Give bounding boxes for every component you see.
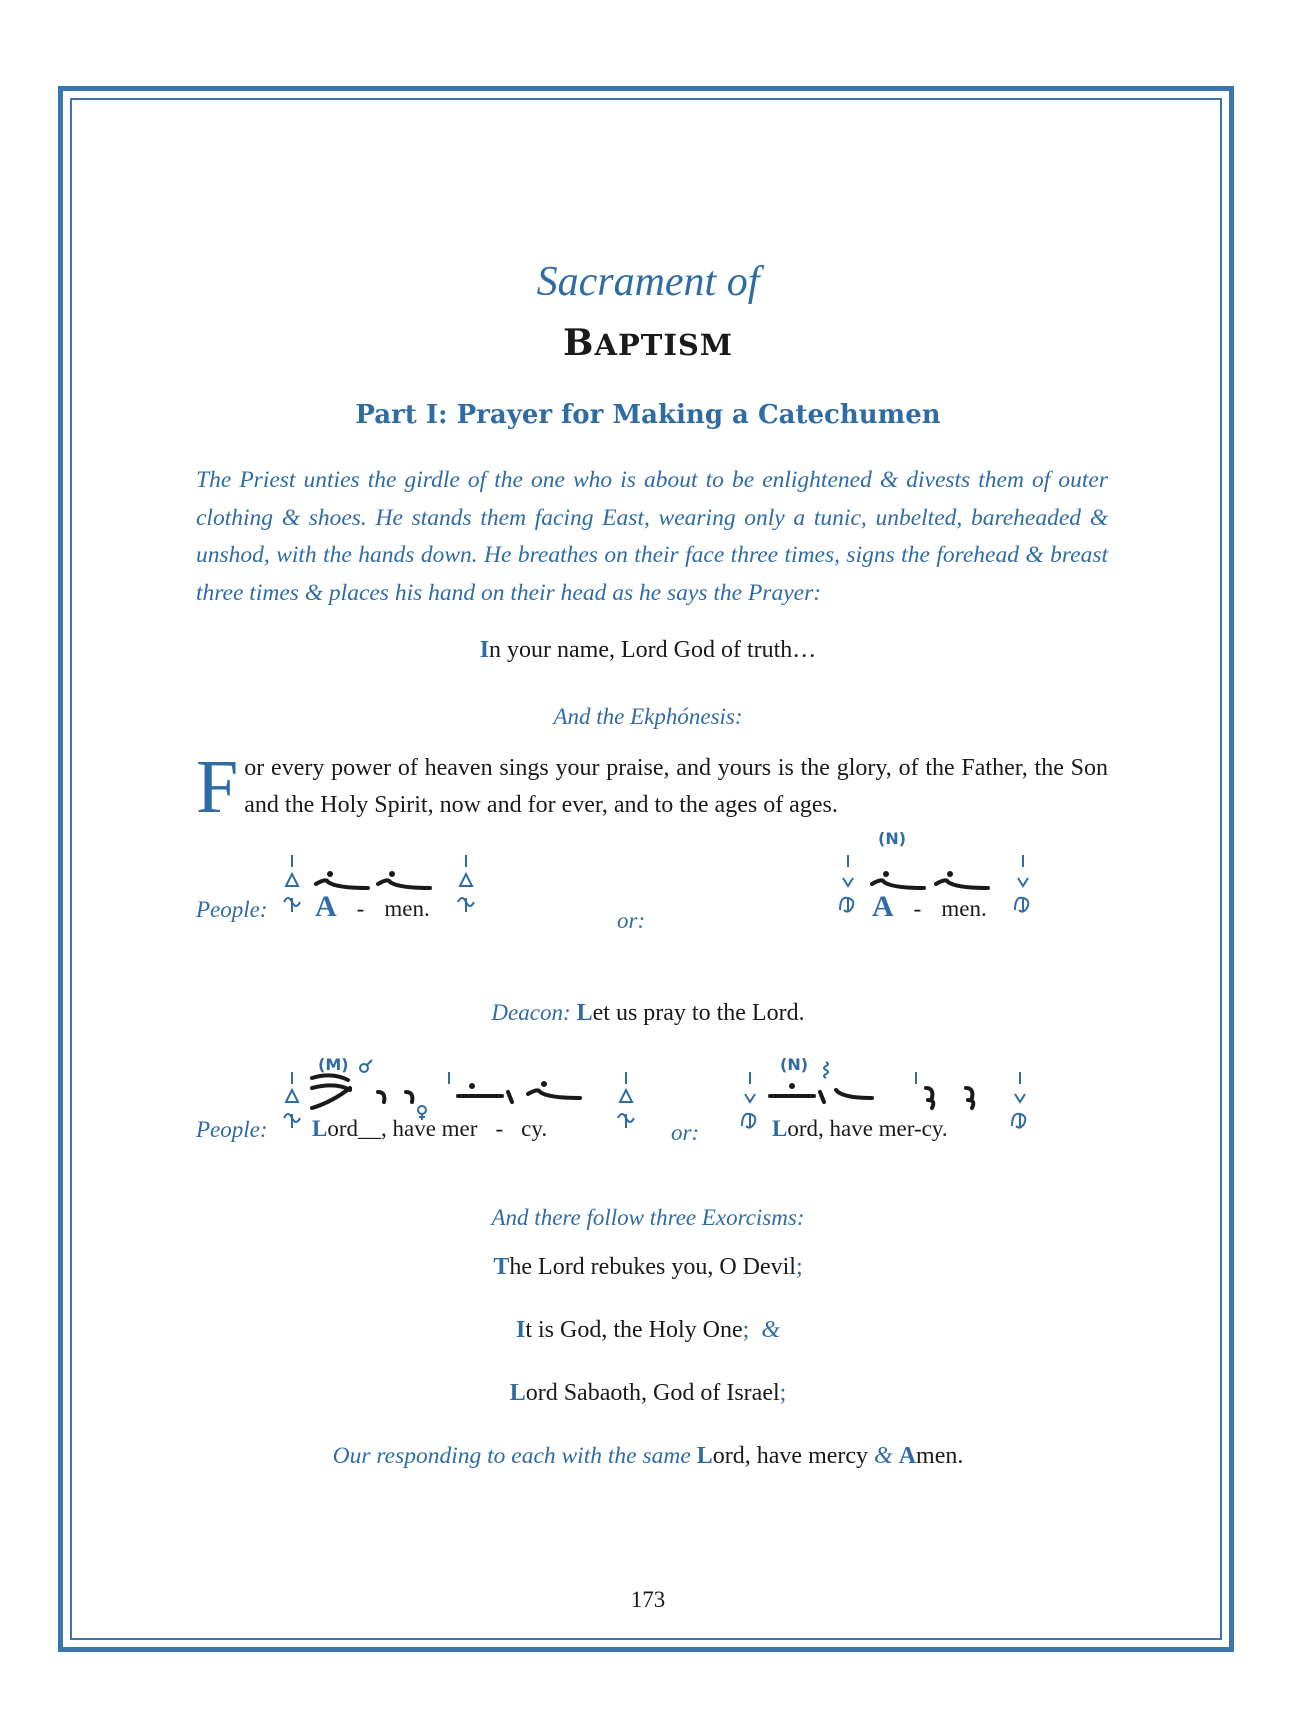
mercy-neumes-2 [740,1060,1040,1160]
exorcism-line-1 [0,1254,1296,1281]
amen-men-1: men. [384,896,430,921]
mode-mark-n-2: (N) [780,1055,809,1074]
exorcism-punct-1: ; [795,1254,803,1280]
mercy-initial-1: L [312,1116,328,1141]
mode-mark-n-1: (N) [878,829,907,848]
or-label-1: or: [617,908,646,933]
amen-men-2: men. [941,896,987,921]
deacon-line [0,1000,1296,1027]
mercy-text-2 [772,1116,948,1142]
page-number: 173 [630,1587,666,1612]
ekphonesis-text: or every power of heaven sings your praise, and yours is the glory, of the Father, the Son and the Holy Spirit, now and for ever, and to the ages of ages. [244,755,1108,818]
mercy-words-1: ord__, have mer [327,1116,478,1141]
people-label-1: People: [196,897,268,922]
mercy-dash-1: - [495,1116,504,1141]
amen-a-2: A [872,890,894,923]
ekphonesis-rubric: And the Ekphónesis: [553,704,743,729]
exorcisms-rubric: And there follow three Exorcisms: [491,1205,805,1230]
rubric-intro: The Priest unties the girdle of the one who is about to be enlightened & divests them of outer clothing & shoes. He stands them facing East, wearing only a tunic, unbelted, bareheaded & unshod, with the hands down. He breathes on their face three times, signs the forehead & breast three times & places his hand on their head as he says the Prayer: [196,467,1108,606]
exorcism-amp-2: & [761,1317,780,1343]
mercy-initial-2: L [772,1116,788,1141]
mercy-end-1: cy. [521,1116,548,1141]
amen-a-1: A [315,890,337,923]
prayer-initial: I [479,637,490,663]
prayer-text: n your name, Lord God of truth… [489,637,817,663]
title-italic: Sacrament of [536,259,760,305]
closing-rubric: Our responding to each with the same [332,1443,691,1469]
exorcism-initial-3: L [509,1380,526,1406]
prayer-line [0,637,1296,664]
exorcism-line-2 [0,1317,1296,1344]
title-initial: B [563,322,595,364]
closing-line [0,1443,1296,1470]
exorcism-text-3: ord Sabaoth, God of Israel [525,1380,780,1406]
exorcism-text-1: he Lord rebukes you, O Devil [509,1254,796,1280]
exorcism-punct-3: ; [779,1380,787,1406]
mercy-text-1 [312,1116,547,1142]
mercy-neumes-1 [282,1060,642,1160]
or-label-2: or: [671,1120,700,1145]
exorcism-initial-1: T [493,1254,510,1280]
dropcap: F [196,745,239,829]
closing-amen: men. [916,1443,964,1469]
closing-amp: & [874,1443,893,1469]
deacon-text: et us pray to the Lord. [592,1000,805,1026]
amen-dash-2: - [913,896,922,921]
exorcism-line-3 [0,1380,1296,1407]
title-rest: APTISM [594,328,733,362]
people-label-2: People: [196,1117,268,1142]
closing-mercy: ord, have mercy [712,1443,869,1469]
closing-l-initial: L [696,1443,713,1469]
part-heading: Part I: Prayer for Making a Catechumen [355,400,941,430]
exorcism-punct-2: ; [742,1317,750,1343]
closing-a-initial: A [898,1443,917,1469]
amen-syllables-1 [315,890,430,924]
mode-mark-m: (M) [318,1055,349,1074]
exorcism-text-2: t is God, the Holy One [525,1317,743,1343]
deacon-label: Deacon: [491,1000,571,1025]
mercy-words-2: ord, have mer-cy. [787,1116,948,1141]
page-title [0,322,1296,364]
amen-syllables-2 [872,890,987,924]
exorcism-initial-2: I [516,1317,526,1343]
ekphonesis-paragraph [196,745,1108,829]
deacon-initial: L [576,1000,593,1026]
amen-dash-1: - [356,896,365,921]
